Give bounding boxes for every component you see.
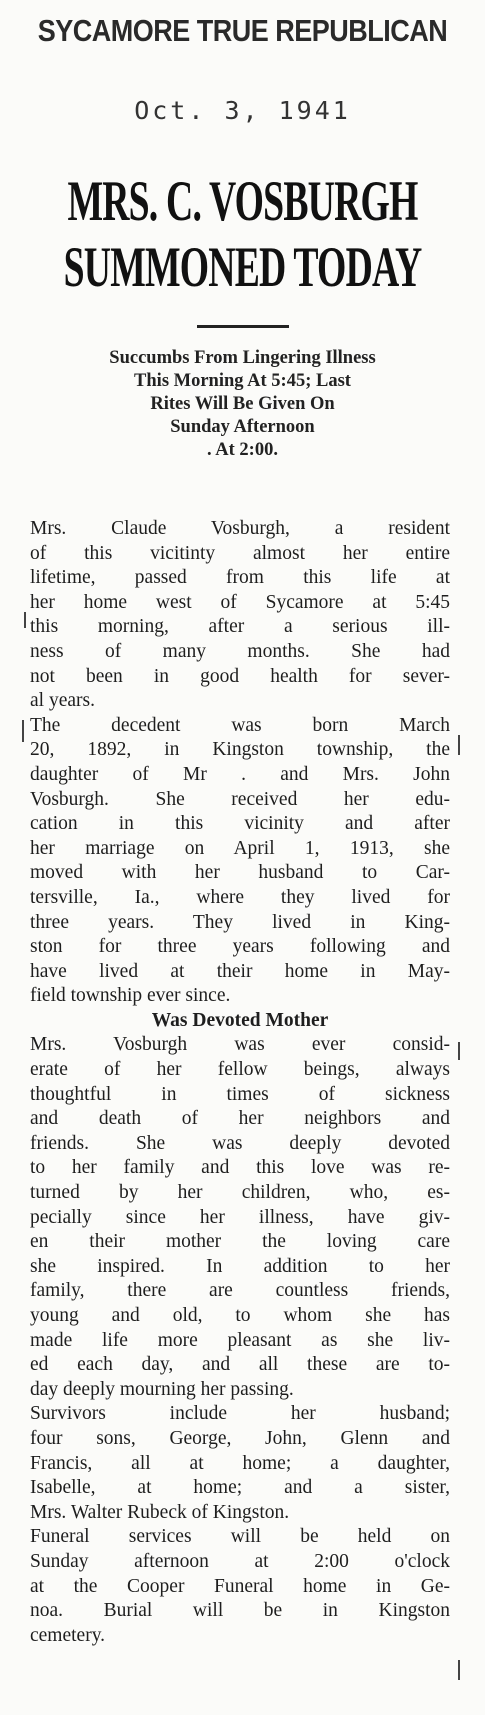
text-line: tersville, Ia., where they lived for [30,886,450,908]
newspaper-masthead: SYCAMORE TRUE REPUBLICAN [37,14,448,48]
text-line: The decedent was born March [30,714,450,736]
text-line: Funeral services will be held on [30,1526,450,1548]
text-line: ness of many months. She had [30,640,450,662]
text-line: moved with her husband to Car- [30,862,450,884]
column-edge-mark [458,1660,460,1680]
text-line: cemetery. [30,1624,106,1646]
headline-rule [197,325,289,328]
deck-line: This Morning At 5:45; Last [134,371,351,391]
text-line: have lived at their home in May- [30,960,450,982]
paragraph-biography [30,714,450,1009]
text-line: not been in good health for sever- [30,665,450,687]
headline-line-2: SUMMONED TODAY [63,234,422,299]
text-line: her home west of Sycamore at 5:45 [30,591,450,613]
text-line: noa. Burial will be in Kingston [30,1600,450,1622]
deck-line: Sunday Afternoon [170,417,315,437]
text-line: lifetime, passed from this life at [30,567,450,589]
paragraph-tribute [30,1033,450,1402]
text-line: daughter of Mr . and Mrs. John [30,763,450,785]
column-edge-mark [24,612,26,628]
text-line: erate of her fellow beings, always [30,1059,450,1081]
text-line: day deeply mourning her passing. [30,1378,294,1400]
article-deck [20,347,465,462]
text-line: Survivors include her husband; [30,1403,450,1425]
text-line: 20, 1892, in Kingston township, the [30,739,450,761]
text-line: to her family and this love was re- [30,1157,450,1179]
paragraph-funeral [30,1525,450,1648]
deck-line: . At 2:00. [207,440,278,460]
article-body [30,517,450,1648]
column-edge-mark [458,735,460,755]
section-subhead: Was Devoted Mother [151,1009,329,1031]
text-line: this morning, after a serious ill- [30,616,450,638]
text-line: Vosburgh. She received her edu- [30,788,450,810]
text-line: field township ever since. [30,985,231,1007]
text-line: Mrs. Claude Vosburgh, a resident [30,518,450,539]
text-line: Francis, all at home; a daughter, [30,1452,450,1474]
deck-line: Rites Will Be Given On [150,394,335,414]
text-line: Sunday afternoon at 2:00 o'clock [30,1550,450,1572]
text-line: four sons, George, John, Glenn and [30,1427,450,1449]
publication-date: Oct. 3, 1941 [134,96,351,125]
deck-line: Succumbs From Lingering Illness [109,348,376,368]
text-line: at the Cooper Funeral home in Ge- [30,1575,450,1597]
paragraph-death-notice [30,517,450,714]
text-line: made life more pleasant as she liv- [30,1329,450,1351]
text-line: and death of her neighbors and [30,1108,450,1130]
text-line: she inspired. In addition to her [30,1255,450,1277]
headline-line-1: MRS. C. VOSBURGH [67,168,418,233]
text-line: ed each day, and all these are to- [30,1354,450,1376]
text-line: Mrs. Vosburgh was ever consid- [30,1034,450,1056]
text-line: young and old, to whom she has [30,1305,450,1326]
column-edge-mark [458,1042,460,1060]
text-line: three years. They lived in King- [30,911,450,933]
text-line: turned by her children, who, es- [30,1182,450,1204]
article-headline [0,168,485,300]
text-line: friends. She was deeply devoted [30,1132,450,1154]
text-line: Isabelle, at home; and a sister, [30,1477,450,1499]
column-edge-mark [22,720,24,742]
text-line: her marriage on April 1, 1913, she [30,837,450,859]
text-line: family, there are countless friends, [30,1280,450,1302]
text-line: of this vicitinty almost her entire [30,542,450,564]
paragraph-survivors [30,1402,450,1525]
text-line: Mrs. Walter Rubeck of Kingston. [30,1501,290,1523]
text-line: al years. [30,690,95,712]
text-line: thoughtful in times of sickness [30,1083,450,1105]
text-line: ston for three years following and [30,936,450,958]
text-line: cation in this vicinity and after [30,813,450,835]
text-line: pecially since her illness, have giv- [30,1206,450,1228]
text-line: en their mother the loving care [30,1231,450,1253]
